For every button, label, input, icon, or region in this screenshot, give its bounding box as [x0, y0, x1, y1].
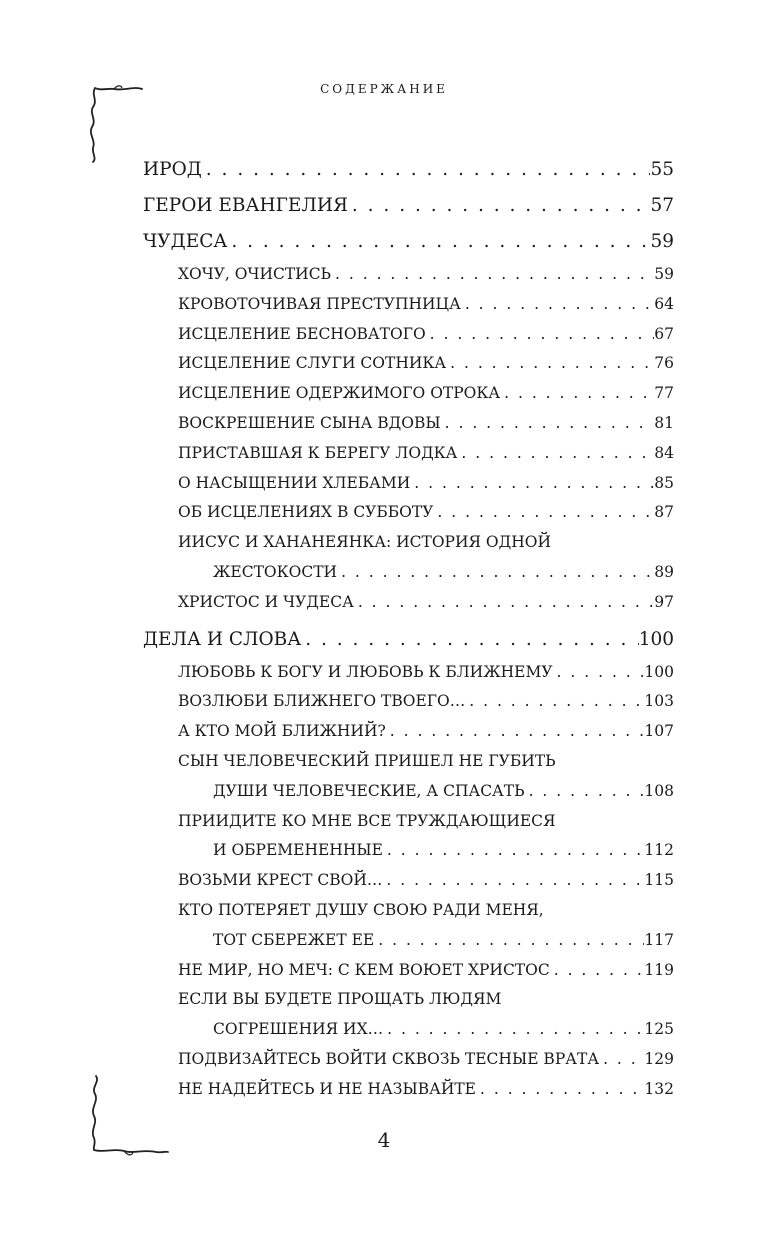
- toc-subentry[interactable]: [143, 290, 674, 320]
- toc-subentry[interactable]: [143, 439, 674, 469]
- toc-entry-title: КРОВОТОЧИВАЯ ПРЕСТУПНИЦА: [178, 294, 461, 313]
- dot-leader: [525, 777, 645, 807]
- toc-subentry[interactable]: [143, 687, 674, 717]
- toc-entry-page: 89: [654, 562, 674, 581]
- dot-leader: [553, 658, 645, 688]
- toc-entry-page: 125: [644, 1020, 674, 1039]
- toc-section-miracles[interactable]: [143, 224, 674, 260]
- toc-entry-title: КТО ПОТЕРЯЕТ ДУШУ СВОЮ РАДИ МЕНЯ,: [178, 900, 544, 919]
- toc-subentry[interactable]: [143, 717, 674, 747]
- toc-entry-title: НЕ МИР, НО МЕЧ: С КЕМ ВОЮЕТ ХРИСТОС: [178, 960, 550, 979]
- toc-entry-page: 129: [644, 1049, 674, 1068]
- toc-entry-title: ИСЦЕЛЕНИЕ ОДЕРЖИМОГО ОТРОКА: [178, 384, 501, 403]
- toc-entry-title-continued: ТОТ СБЕРЕЖЕТ ЕЕ: [213, 930, 375, 949]
- dot-leader: [457, 439, 654, 469]
- toc-entry-page: 59: [650, 231, 674, 252]
- dot-leader: [426, 320, 655, 350]
- toc-entry-title: ЧУДЕСА: [143, 231, 228, 252]
- toc-entry-page: 107: [644, 722, 674, 741]
- toc-entry-title: НЕ НАДЕЙТЕСЬ И НЕ НАЗЫВАЙТЕ: [178, 1079, 476, 1098]
- dot-leader: [476, 1075, 644, 1105]
- toc-entry-title-continued: ЖЕСТОКОСТИ: [213, 562, 338, 581]
- toc-entry-page: 112: [644, 841, 674, 860]
- toc-entry-page: 100: [638, 628, 674, 650]
- toc-entry-title: ЛЮБОВЬ К БОГУ И ЛЮБОВЬ К БЛИЖНЕМУ: [178, 662, 553, 681]
- dot-leader: [446, 349, 654, 379]
- toc-entry-title: ПОДВИЗАЙТЕСЬ ВОЙТИ СКВОЗЬ ТЕСНЫЕ ВРАТА: [178, 1049, 600, 1068]
- toc-entry-title-continued: СОГРЕШЕНИЯ ИХ…: [213, 1020, 384, 1039]
- toc-entry-title: ДЕЛА И СЛОВА: [143, 628, 302, 650]
- toc-subentry-first-line[interactable]: [143, 985, 674, 1015]
- toc-entry-herod[interactable]: [143, 152, 674, 188]
- toc-entry-page: 64: [654, 294, 674, 313]
- toc-entry-page: 59: [654, 265, 674, 283]
- dot-leader: [410, 469, 654, 499]
- toc-entry-page: 84: [654, 443, 674, 462]
- toc-entry-title: ПРИСТАВШАЯ К БЕРЕГУ ЛОДКА: [178, 443, 458, 462]
- toc-entry-title: ЕСЛИ ВЫ БУДЕТЕ ПРОЩАТЬ ЛЮДЯМ: [178, 990, 502, 1009]
- toc-subentry-first-line[interactable]: [143, 896, 674, 926]
- toc-entry-page: 57: [650, 195, 674, 216]
- dot-leader: [383, 1015, 644, 1045]
- toc-entry-title: ВОЗЛЮБИ БЛИЖНЕГО ТВОЕГО…: [178, 692, 466, 711]
- toc-subentry[interactable]: [143, 926, 674, 956]
- toc-subentry[interactable]: [143, 956, 674, 986]
- toc-entry-title: ИИСУС И ХАНАНЕЯНКА: ИСТОРИЯ ОДНОЙ: [178, 533, 551, 552]
- dot-leader: [348, 188, 651, 224]
- toc-entry-heroes[interactable]: [143, 188, 674, 224]
- toc-subentry[interactable]: [143, 1015, 674, 1045]
- dot-leader: [382, 866, 644, 896]
- toc-entry-title: О НАСЫЩЕНИИ ХЛЕБАМИ: [178, 473, 411, 492]
- table-of-contents: [143, 152, 674, 1105]
- dot-leader: [227, 224, 650, 260]
- dot-leader: [465, 687, 644, 717]
- toc-entry-page: 100: [644, 662, 674, 681]
- page-number: 4: [377, 1128, 391, 1152]
- dot-leader: [461, 290, 654, 320]
- dot-leader: [383, 836, 645, 866]
- toc-entry-title: ИСЦЕЛЕНИЕ СЛУГИ СОТНИКА: [178, 354, 447, 373]
- toc-subentry[interactable]: [143, 469, 674, 499]
- toc-subentry[interactable]: [143, 1075, 674, 1105]
- toc-entry-page: 76: [654, 354, 674, 373]
- toc-subentry-first-line[interactable]: [143, 528, 674, 558]
- toc-subentry[interactable]: [143, 836, 674, 866]
- toc-subentry-first-line[interactable]: [143, 747, 674, 777]
- toc-subentry[interactable]: [143, 1045, 674, 1075]
- dot-leader: [550, 956, 645, 986]
- dot-leader: [202, 152, 651, 188]
- toc-subentry[interactable]: [143, 320, 674, 350]
- corner-ornament-top-icon: [84, 82, 148, 164]
- dot-leader: [337, 558, 654, 588]
- toc-entry-title: ХРИСТОС И ЧУДЕСА: [178, 592, 354, 611]
- dot-leader: [386, 717, 645, 747]
- toc-entry-page: 119: [644, 960, 674, 979]
- toc-entry-title: ВОСКРЕШЕНИЕ СЫНА ВДОВЫ: [178, 413, 441, 432]
- toc-subentry[interactable]: [143, 260, 674, 290]
- toc-entry-title: ИСЦЕЛЕНИЕ БЕСНОВАТОГО: [178, 324, 426, 343]
- toc-entry-page: 77: [654, 384, 674, 403]
- toc-subentry[interactable]: [143, 379, 674, 409]
- toc-section-deeds[interactable]: [143, 622, 674, 658]
- toc-subentry[interactable]: [143, 658, 674, 688]
- dot-leader: [441, 409, 655, 439]
- toc-subentry[interactable]: [143, 498, 674, 528]
- toc-subentry-first-line[interactable]: [143, 807, 674, 837]
- toc-subentry[interactable]: [143, 349, 674, 379]
- toc-entry-page: 108: [644, 781, 674, 800]
- toc-entry-title: ИРОД: [143, 159, 202, 180]
- toc-entry-page: 132: [644, 1079, 674, 1098]
- dot-leader: [331, 260, 654, 290]
- toc-entry-page: 81: [654, 413, 674, 432]
- toc-entry-title: ОБ ИСЦЕЛЕНИЯХ В СУББОТУ: [178, 503, 434, 522]
- toc-entry-title: ГЕРОИ ЕВАНГЕЛИЯ: [143, 195, 348, 216]
- toc-entry-page: 117: [644, 930, 674, 949]
- toc-entry-page: 97: [654, 592, 674, 611]
- toc-entry-page: 115: [644, 871, 674, 890]
- dot-leader: [433, 498, 654, 528]
- toc-subentry[interactable]: [143, 777, 674, 807]
- toc-entry-page: 85: [654, 473, 674, 492]
- toc-entry-title-continued: ДУШИ ЧЕЛОВЕЧЕСКИЕ, А СПАСАТЬ: [213, 781, 525, 800]
- toc-entry-page: 103: [644, 692, 674, 711]
- toc-subentry[interactable]: [143, 866, 674, 896]
- toc-entry-title: ХОЧУ, ОЧИСТИСЬ: [178, 265, 332, 283]
- toc-entry-page: 55: [650, 159, 674, 180]
- toc-entry-page: 67: [654, 324, 674, 343]
- toc-subentry[interactable]: [143, 409, 674, 439]
- toc-entry-title: А КТО МОЙ БЛИЖНИЙ?: [178, 722, 386, 741]
- dot-leader: [500, 379, 654, 409]
- dot-leader: [354, 588, 654, 618]
- toc-entry-title: СЫН ЧЕЛОВЕЧЕСКИЙ ПРИШЕЛ НЕ ГУБИТЬ: [178, 751, 556, 770]
- toc-entry-title: ВОЗЬМИ КРЕСТ СВОЙ…: [178, 871, 383, 890]
- running-head: СОДЕРЖАНИЕ: [320, 82, 448, 96]
- dot-leader: [374, 926, 644, 956]
- toc-subentry[interactable]: [143, 558, 674, 588]
- toc-entry-title-continued: И ОБРЕМЕНЕННЫЕ: [213, 841, 383, 860]
- toc-entry-title: ПРИИДИТЕ КО МНЕ ВСЕ ТРУЖДАЮЩИЕСЯ: [178, 811, 556, 830]
- dot-leader: [599, 1045, 644, 1075]
- dot-leader: [301, 622, 638, 658]
- toc-entry-page: 87: [654, 503, 674, 522]
- toc-subentry[interactable]: [143, 588, 674, 618]
